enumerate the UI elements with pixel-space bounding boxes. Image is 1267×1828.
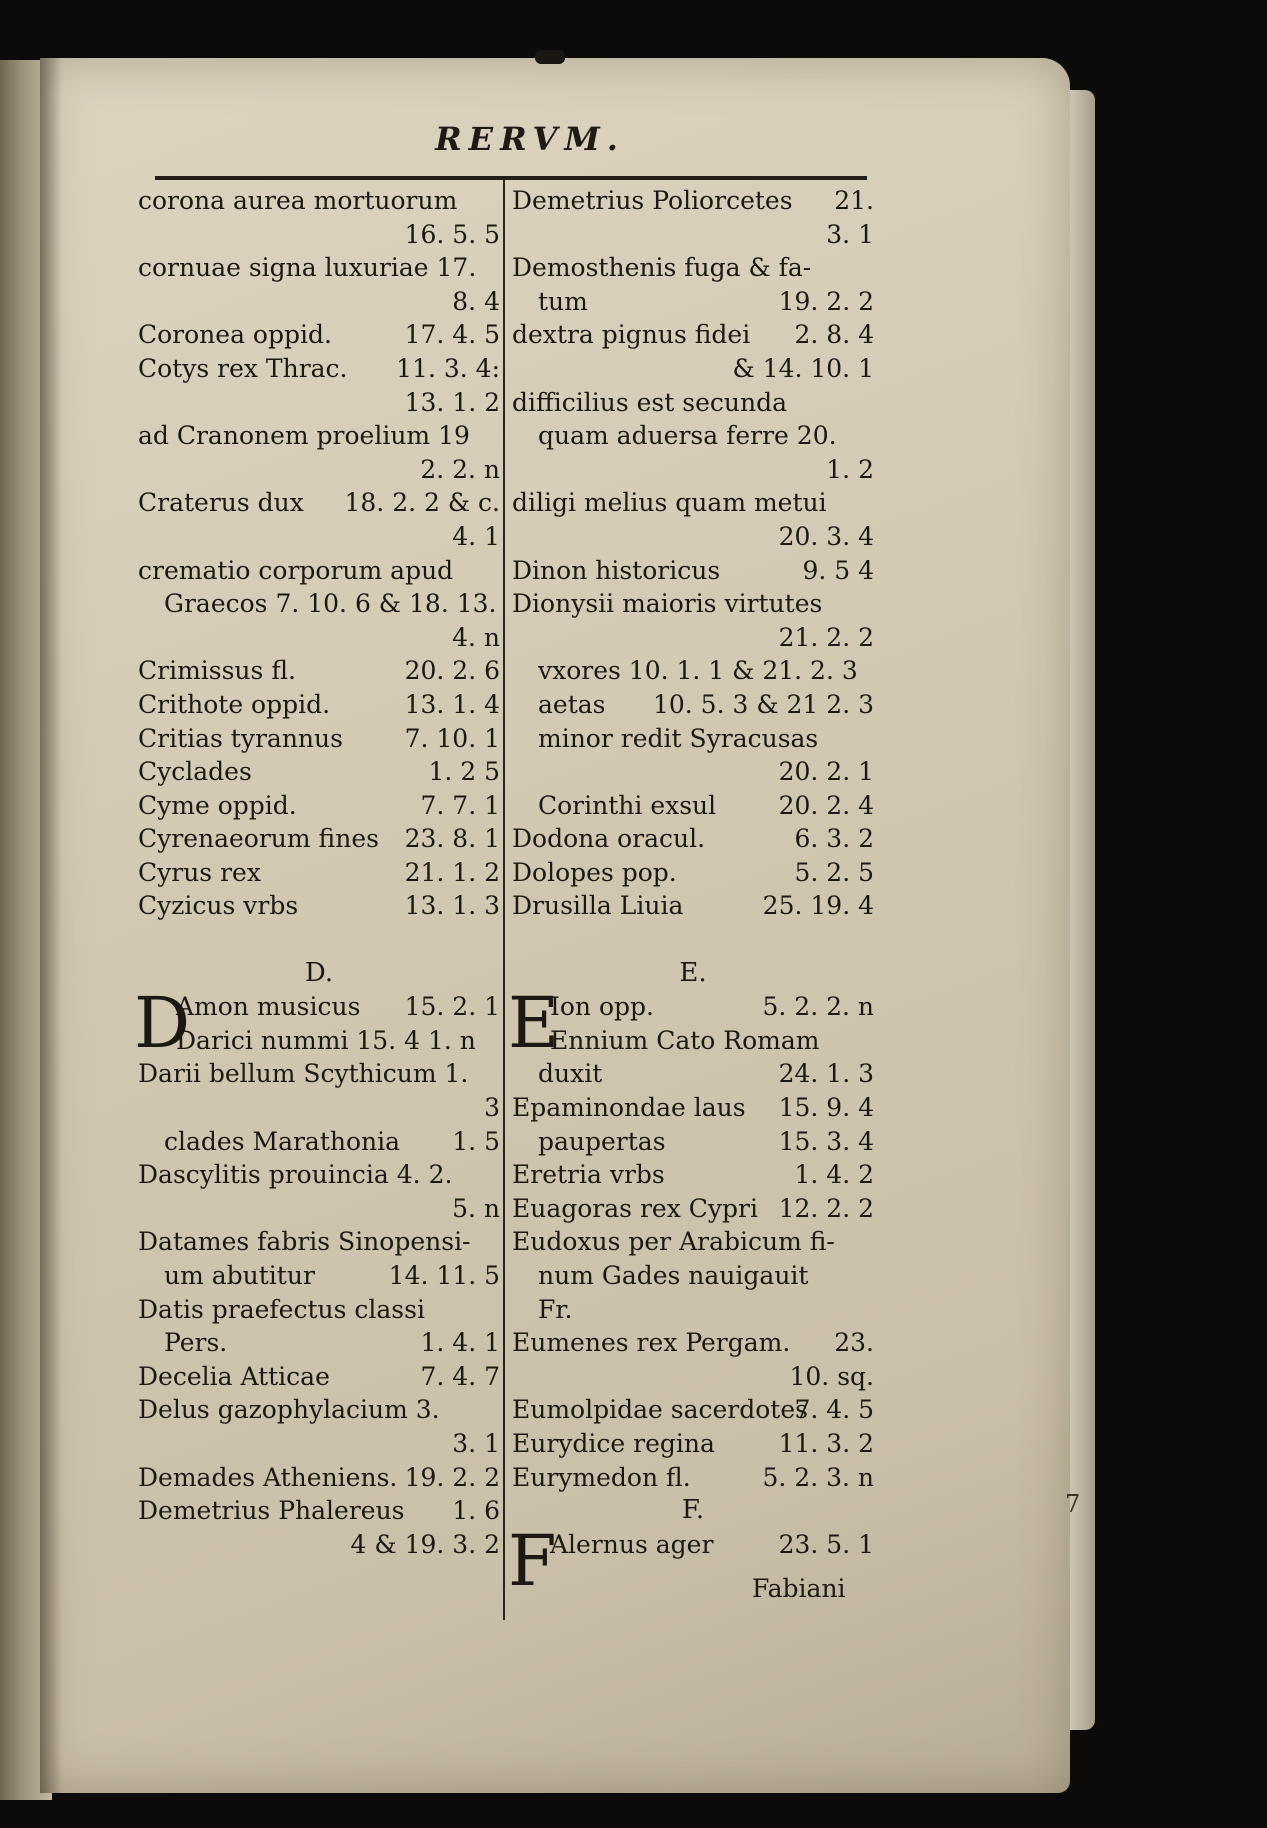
index-entry (512, 184, 874, 218)
drop-capital: D (134, 982, 191, 1065)
index-entry (512, 352, 874, 386)
entry-term: tum (538, 286, 588, 316)
entry-reference: 2. 2. n (420, 454, 500, 484)
index-entry (512, 285, 874, 319)
index-entry (138, 520, 500, 554)
index-entry (138, 318, 500, 352)
index-entry (138, 218, 500, 252)
index-entry (138, 1225, 500, 1259)
entry-reference: 11. 3. 2 (778, 1428, 874, 1458)
entry-term: Pers. (164, 1328, 228, 1358)
entry-term: Craterus dux (138, 488, 304, 518)
index-entry (512, 318, 874, 352)
entry-term: Graecos 7. 10. 6 & 18. 13. (164, 589, 497, 619)
index-entry (138, 688, 500, 722)
entry-reference: 21. 2. 2 (778, 622, 874, 652)
index-entry (512, 1326, 874, 1360)
index-entry (138, 453, 500, 487)
entry-reference: 1. 6 (452, 1496, 500, 1526)
entry-reference: 5. n (452, 1193, 500, 1223)
index-entry (138, 755, 500, 789)
entry-reference: 23. 8. 1 (404, 824, 500, 854)
entry-reference: 20. 2. 4 (778, 790, 874, 820)
entry-term: difficilius est secunda (512, 387, 787, 417)
entry-reference: 23. (834, 1328, 874, 1358)
entry-term: Eumenes rex Pergam. (512, 1328, 791, 1358)
entry-reference: 16. 5. 5 (404, 219, 500, 249)
catchword: Fabiani (752, 1574, 846, 1603)
index-entry (512, 1024, 874, 1058)
index-entry (512, 251, 874, 285)
entry-term: Fr. (538, 1294, 573, 1324)
index-entry (138, 856, 500, 890)
entry-term: minor redit Syracusas (538, 723, 819, 753)
entry-term: Cyrus rex (138, 857, 261, 887)
index-entry (138, 1360, 500, 1394)
entry-term: Crithote oppid. (138, 689, 331, 719)
section-letter: E. (679, 957, 707, 988)
entry-reference: 13. 1. 3 (404, 891, 500, 921)
entry-term: crematio corporum apud (138, 555, 454, 585)
entry-reference: 25. 19. 4 (762, 891, 874, 921)
running-head: RERVM. (435, 120, 625, 158)
entry-term: clades Marathonia (164, 1126, 401, 1156)
entry-reference: 3 (484, 1093, 500, 1123)
entry-term: Eumolpidae sacerdotes (512, 1395, 808, 1425)
entry-term: Euagoras rex Cypri (512, 1193, 758, 1223)
index-entry (512, 688, 874, 722)
entry-term: aetas (538, 689, 606, 719)
entry-term: Cyzicus vrbs (138, 891, 299, 921)
drop-capital: E (508, 982, 560, 1065)
entry-term: Amon musicus (176, 992, 361, 1022)
entry-term: Corinthi exsul (538, 790, 717, 820)
entry-reference: 9. 5 4 (802, 555, 874, 585)
entry-reference: 18. 2. 2 & c. (344, 488, 500, 518)
index-entry (512, 1125, 874, 1159)
index-entry (138, 1461, 500, 1495)
index-entry (512, 1393, 874, 1427)
entry-reference: 7. 4. 5 (794, 1395, 874, 1425)
head-rule (155, 176, 867, 180)
entry-reference: 4. n (452, 622, 500, 652)
margin-mark: 7 (1065, 1490, 1081, 1518)
index-entry (512, 1360, 874, 1394)
column-rule (503, 180, 505, 1620)
entry-reference: 6. 3. 2 (794, 824, 874, 854)
entry-reference: 20. 2. 1 (778, 757, 874, 787)
entry-term: um abutitur (164, 1261, 315, 1290)
entry-term: Ion opp. (550, 992, 654, 1022)
entry-term: Coronea oppid. (138, 320, 332, 350)
entry-reference: 15. 3. 4 (778, 1126, 874, 1156)
entry-reference: 21. 1. 2 (404, 857, 500, 887)
index-entry (138, 1057, 500, 1091)
entry-term: ad Cranonem proelium 19 (138, 421, 470, 451)
entry-reference: 1. 2 5 (428, 757, 500, 787)
entry-reference: 4 & 19. 3. 2 (350, 1529, 500, 1559)
entry-term: vxores 10. 1. 1 & 21. 2. 3 (538, 656, 858, 686)
entry-term: Ennium Cato Romam (550, 1025, 820, 1055)
index-entry (138, 621, 500, 655)
index-entry (512, 755, 874, 789)
entry-term: Crimissus fl. (138, 656, 296, 686)
index-entry (512, 856, 874, 890)
entry-reference: 7. 4. 7 (420, 1361, 500, 1391)
entry-reference: 19. 2. 2 (404, 1462, 500, 1492)
entry-reference: 3. 1 (452, 1428, 500, 1458)
entry-term: Demades Atheniens. (138, 1462, 398, 1492)
index-entry (138, 1259, 500, 1293)
index-entry (512, 1293, 874, 1327)
entry-reference: 3. 1 (826, 219, 874, 249)
index-entry (512, 722, 874, 756)
index-entry (138, 1293, 500, 1327)
index-entry (512, 1091, 874, 1125)
index-entry (512, 1461, 874, 1495)
entry-reference: 8. 4 (452, 286, 500, 316)
entry-term: Dascylitis prouincia 4. 2. (138, 1160, 453, 1190)
entry-term: Darici nummi 15. 4 1. n (176, 1025, 476, 1055)
index-entry (138, 386, 500, 420)
entry-reference: 1. 2 (826, 454, 874, 484)
index-entry (138, 1125, 500, 1159)
index-entry (138, 1326, 500, 1360)
entry-term: Darii bellum Scythicum 1. (138, 1059, 469, 1089)
entry-term: corona aurea mortuorum (138, 186, 458, 215)
entry-term: Alernus ager (550, 1529, 714, 1559)
index-entry (138, 1158, 500, 1192)
entry-term: Cyrenaeorum fines (138, 824, 379, 854)
index-entry (138, 1494, 500, 1528)
entry-reference: 15. 2. 1 (404, 992, 500, 1022)
index-entry (138, 654, 500, 688)
entry-term: Eurydice regina (512, 1428, 715, 1458)
index-entry (512, 218, 874, 252)
index-entry (138, 251, 500, 285)
entry-term: Datames fabris Sinopensi- (138, 1227, 471, 1257)
entry-term: Eretria vrbs (512, 1160, 665, 1190)
index-entry (512, 822, 874, 856)
index-entry (512, 654, 874, 688)
entry-term: cornuae signa luxuriae 17. (138, 253, 477, 283)
index-entry (512, 419, 874, 453)
index-entry (138, 1192, 500, 1226)
index-entry (138, 1091, 500, 1125)
entry-term: num Gades nauigauit (538, 1261, 809, 1290)
entry-term: duxit (538, 1059, 603, 1089)
index-entry (512, 386, 874, 420)
index-entry (512, 889, 874, 923)
entry-term: Eudoxus per Arabicum fi- (512, 1227, 835, 1257)
binding-mark (535, 50, 565, 64)
entry-term: Drusilla Liuia (512, 891, 684, 921)
entry-reference: 13. 1. 4 (404, 689, 500, 719)
entry-term: diligi melius quam metui (512, 488, 827, 518)
entry-reference: 20. 3. 4 (778, 521, 874, 551)
entry-reference: 2. 8. 4 (794, 320, 874, 350)
index-entry (138, 889, 500, 923)
entry-reference: 1. 5 (452, 1126, 500, 1156)
entry-term: Cotys rex Thrac. (138, 353, 348, 383)
drop-capital: F (508, 1519, 557, 1602)
index-entry (512, 1158, 874, 1192)
index-entry (512, 587, 874, 621)
entry-term: Dolopes pop. (512, 857, 677, 887)
entry-reference: 20. 2. 6 (404, 656, 500, 686)
index-entry (512, 1057, 874, 1091)
index-entry (138, 486, 500, 520)
spacer (512, 923, 874, 957)
index-entry (512, 486, 874, 520)
entry-reference: 5. 2. 2. n (762, 992, 874, 1022)
entry-reference: 19. 2. 2 (778, 286, 874, 316)
entry-term: Decelia Atticae (138, 1361, 330, 1391)
entry-term: Critias tyrannus (138, 723, 343, 753)
index-entry (512, 554, 874, 588)
index-entry (512, 789, 874, 823)
entry-term: Cyclades (138, 757, 252, 787)
index-entry (138, 419, 500, 453)
entry-term: Demetrius Phalereus (138, 1496, 405, 1526)
section-letter: F. (681, 1495, 705, 1526)
entry-reference: 7. 10. 1 (404, 723, 500, 753)
index-entry (138, 352, 500, 386)
entry-term: Dionysii maioris virtutes (512, 589, 823, 619)
entry-term: Demosthenis fuga & fa- (512, 253, 812, 283)
index-entry (138, 1393, 500, 1427)
index-entry (138, 285, 500, 319)
entry-reference: 5. 2. 5 (794, 857, 874, 887)
entry-term: Dinon historicus (512, 555, 721, 585)
entry-reference: 7. 7. 1 (420, 790, 500, 820)
entry-term: Datis praefectus classi (138, 1294, 425, 1324)
entry-reference: 4. 1 (452, 521, 500, 551)
index-entry (138, 554, 500, 588)
entry-term: Delus gazophylacium 3. (138, 1395, 440, 1425)
entry-reference: 12. 2. 2 (778, 1193, 874, 1223)
index-entry (138, 722, 500, 756)
entry-reference: 1. 4. 2 (794, 1160, 874, 1190)
index-entry (512, 1225, 874, 1259)
entry-reference: 13. 1. 2 (404, 387, 500, 417)
index-entry (138, 1024, 500, 1058)
index-entry (512, 520, 874, 554)
entry-reference: 24. 1. 3 (778, 1059, 874, 1089)
index-entry (512, 621, 874, 655)
index-entry (138, 587, 500, 621)
index-entry (138, 789, 500, 823)
entry-reference: 14. 11. 5 (388, 1261, 500, 1290)
entry-reference: 15. 9. 4 (778, 1093, 874, 1123)
entry-term: quam aduersa ferre 20. (538, 421, 837, 451)
entry-term: Epaminondae laus (512, 1093, 746, 1123)
entry-reference: 11. 3. 4: (396, 353, 500, 383)
index-entry (138, 1427, 500, 1461)
entry-term: Cyme oppid. (138, 790, 297, 820)
section-letter: D. (304, 957, 334, 988)
index-entry (512, 1427, 874, 1461)
index-column-left (134, 184, 500, 1561)
entry-term: Eurymedon fl. (512, 1462, 691, 1492)
index-entry (512, 453, 874, 487)
entry-term: paupertas (538, 1126, 666, 1156)
entry-reference: & 14. 10. 1 (732, 353, 874, 383)
index-entry (138, 1528, 500, 1562)
entry-term: dextra pignus fidei (512, 320, 751, 350)
entry-reference: 10. sq. (789, 1361, 874, 1391)
index-entry (138, 822, 500, 856)
index-entry (512, 1192, 874, 1226)
entry-reference: 10. 5. 3 & 21 2. 3 (652, 689, 874, 719)
gutter-shadow (40, 58, 62, 1793)
entry-term: Demetrius Poliorcetes (512, 186, 793, 215)
index-entry (138, 184, 500, 218)
entry-reference: 5. 2. 3. n (762, 1462, 874, 1492)
entry-reference: 23. 5. 1 (778, 1529, 874, 1559)
entry-reference: 17. 4. 5 (404, 320, 500, 350)
index-entry (512, 1259, 874, 1293)
entry-reference: 1. 4. 1 (420, 1328, 500, 1358)
spacer (138, 923, 500, 957)
entry-reference: 21. (834, 186, 874, 215)
entry-term: Dodona oracul. (512, 824, 706, 854)
